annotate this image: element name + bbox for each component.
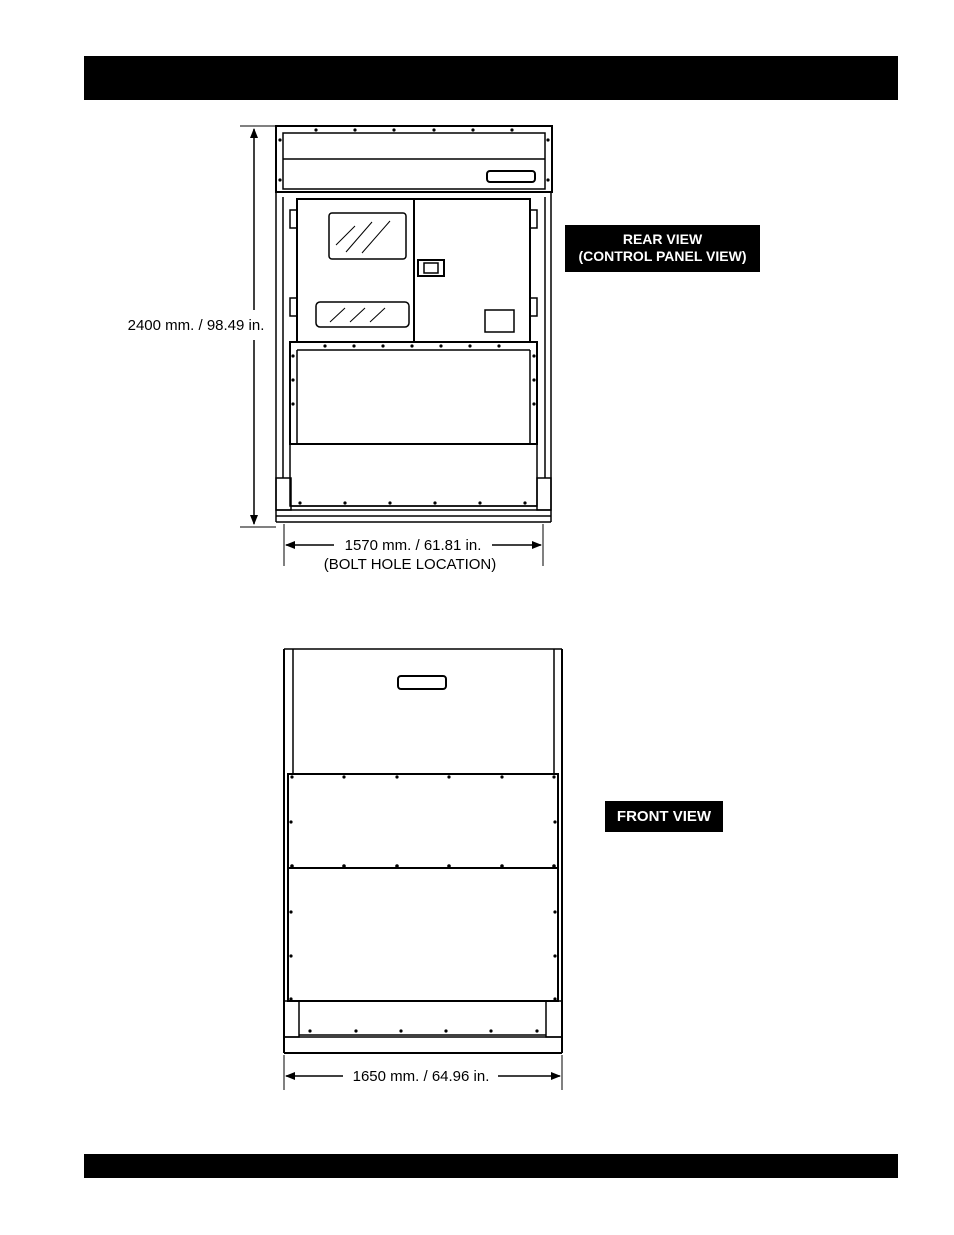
front-width-label: 1650 mm. / 64.96 in.: [352, 1068, 490, 1085]
rear-view-label: [565, 225, 760, 272]
rear-view-label-line2: (CONTROL PANEL VIEW): [578, 248, 747, 264]
front-view-bolts: [289, 775, 556, 1032]
rear-width-note: (BOLT HOLE LOCATION): [323, 556, 497, 573]
front-view-drawing: [284, 649, 562, 1053]
rear-width-label: 1570 mm. / 61.81 in.: [344, 537, 482, 554]
rear-height-label: 2400 mm. / 98.49 in.: [127, 317, 265, 334]
rear-view-label-line1: REAR VIEW: [622, 231, 703, 247]
rear-view-drawing: [276, 126, 552, 522]
front-view-label: [605, 801, 723, 832]
front-view-label-text: FRONT VIEW: [616, 808, 712, 825]
